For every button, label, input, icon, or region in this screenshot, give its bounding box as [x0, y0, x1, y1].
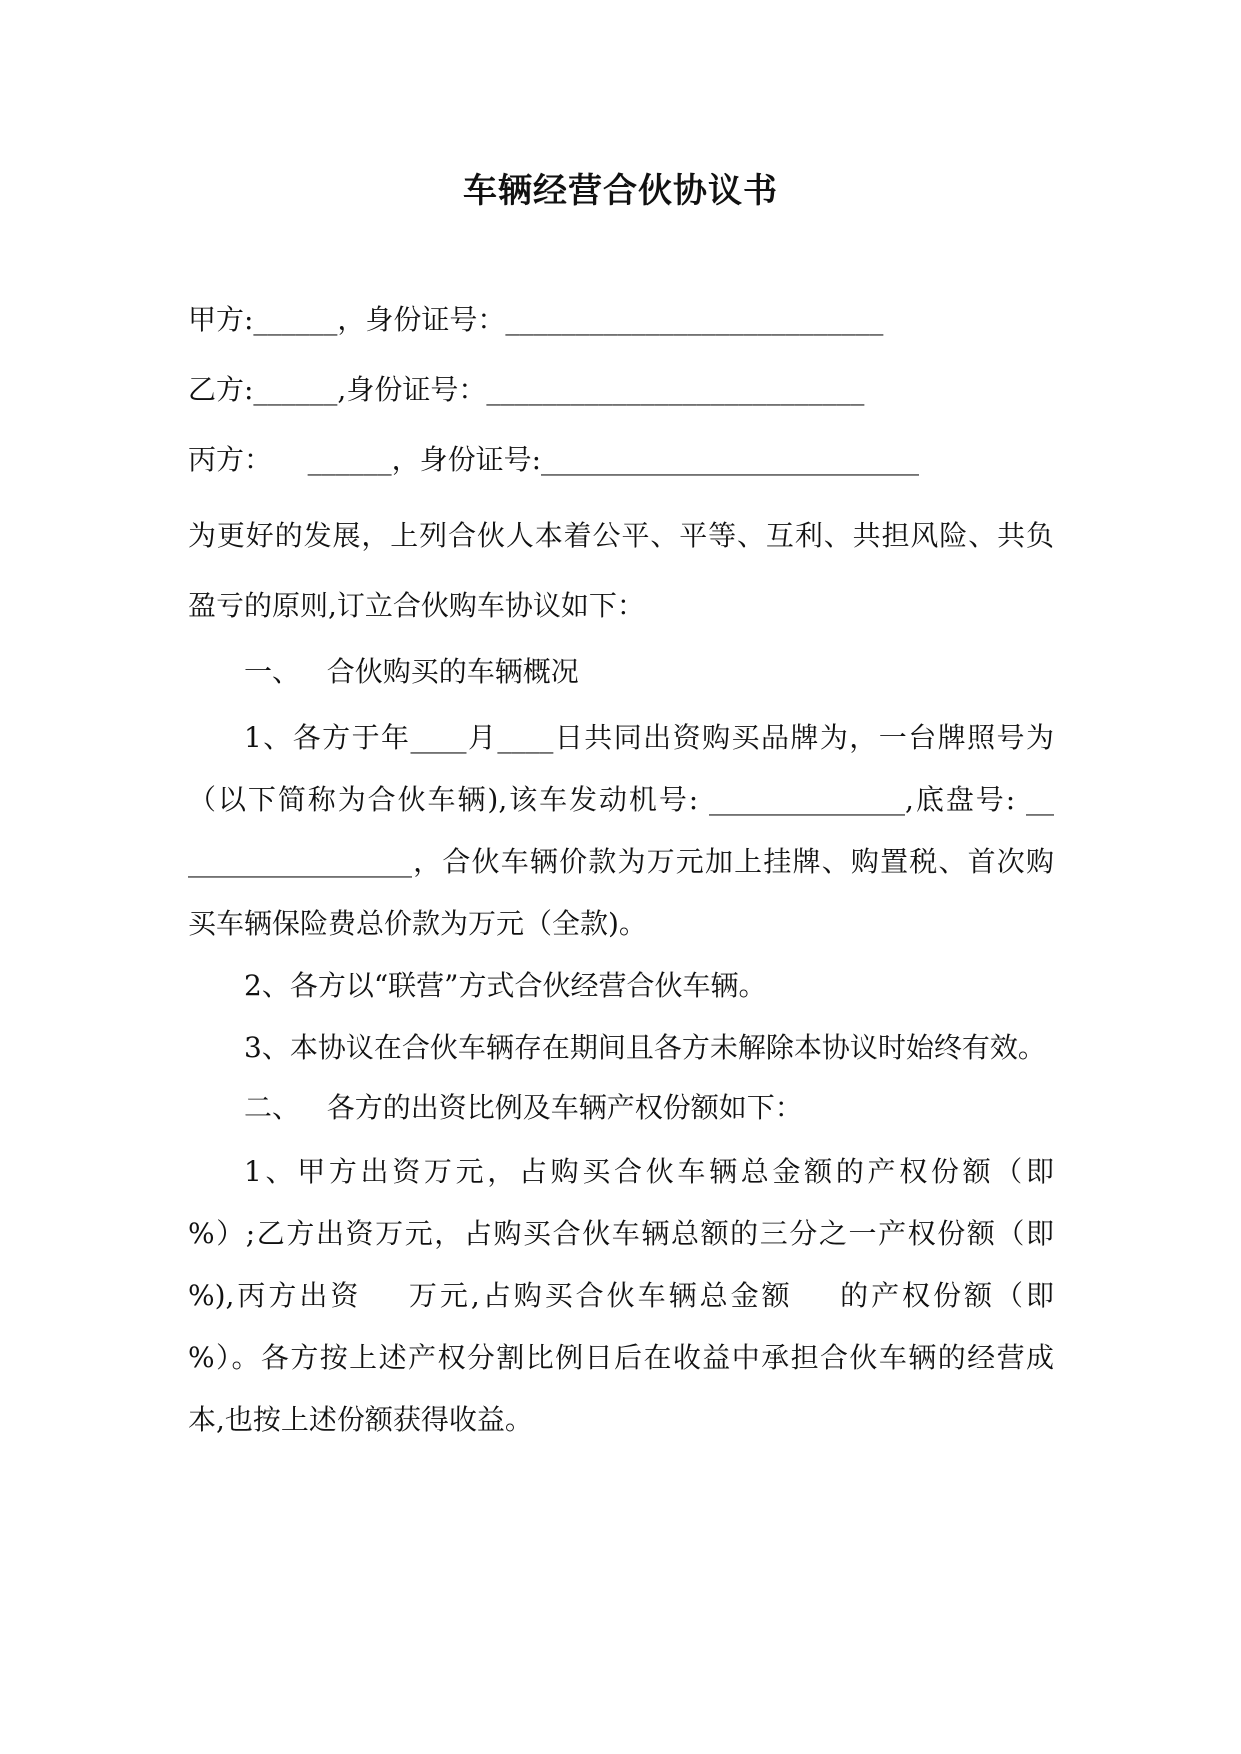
- intro-line-1: 为更好的发展，上列合伙人本着公平、平等、互利、共担风险、共负: [188, 519, 1054, 552]
- section-2-clause-1-line-3: %),丙方出资 万元,占购买合伙车辆总金额 的产权份额（即: [188, 1279, 1054, 1312]
- section-2-heading: 二、 各方的出资比例及车辆产权份额如下：: [244, 1091, 803, 1124]
- document-title: 车辆经营合伙协议书: [463, 171, 778, 211]
- section-1-heading: 一、 合伙购买的车辆概况: [244, 655, 579, 688]
- intro-line-2: 盈亏的原则,订立合伙购车协议如下：: [188, 589, 645, 622]
- section-2-clause-1-line-1: 1、甲方出资万元，占购买合伙车辆总金额的产权份额（即: [244, 1155, 1054, 1188]
- section-1-clause-1-line-2: （以下简称为合伙车辆),该车发动机号: ______________,底盘号: __: [188, 783, 1054, 816]
- section-2-clause-1-line-2: %）;乙方出资万元，占购买合伙车辆总额的三分之一产权份额（即: [188, 1217, 1054, 1250]
- section-1-clause-1-line-4: 买车辆保险费总价款为万元（全款)。: [188, 907, 647, 940]
- section-1-clause-1-line-3: ________________，合伙车辆价款为万元加上挂牌、购置税、首次购: [188, 845, 1054, 878]
- section-1-clause-1-line-1: 1、各方于年____月____日共同出资购买品牌为，一台牌照号为: [244, 721, 1054, 754]
- section-2-clause-1-line-5: 本,也按上述份额获得收益。: [188, 1403, 533, 1436]
- party-b-line: 乙方:______,身份证号：___________________________: [188, 373, 865, 406]
- party-c-line: 丙方： ______，身份证号:___________________________: [188, 443, 920, 476]
- section-2-clause-1-line-4: %）。各方按上述产权分割比例日后在收益中承担合伙车辆的经营成: [188, 1341, 1054, 1374]
- section-1-clause-3: 3、本协议在合伙车辆存在期间且各方未解除本协议时始终有效。: [244, 1031, 1046, 1064]
- section-1-clause-2: 2、各方以“联营”方式合伙经营合伙车辆。: [244, 969, 767, 1002]
- party-a-line: 甲方:______，身份证号：___________________________: [188, 303, 884, 336]
